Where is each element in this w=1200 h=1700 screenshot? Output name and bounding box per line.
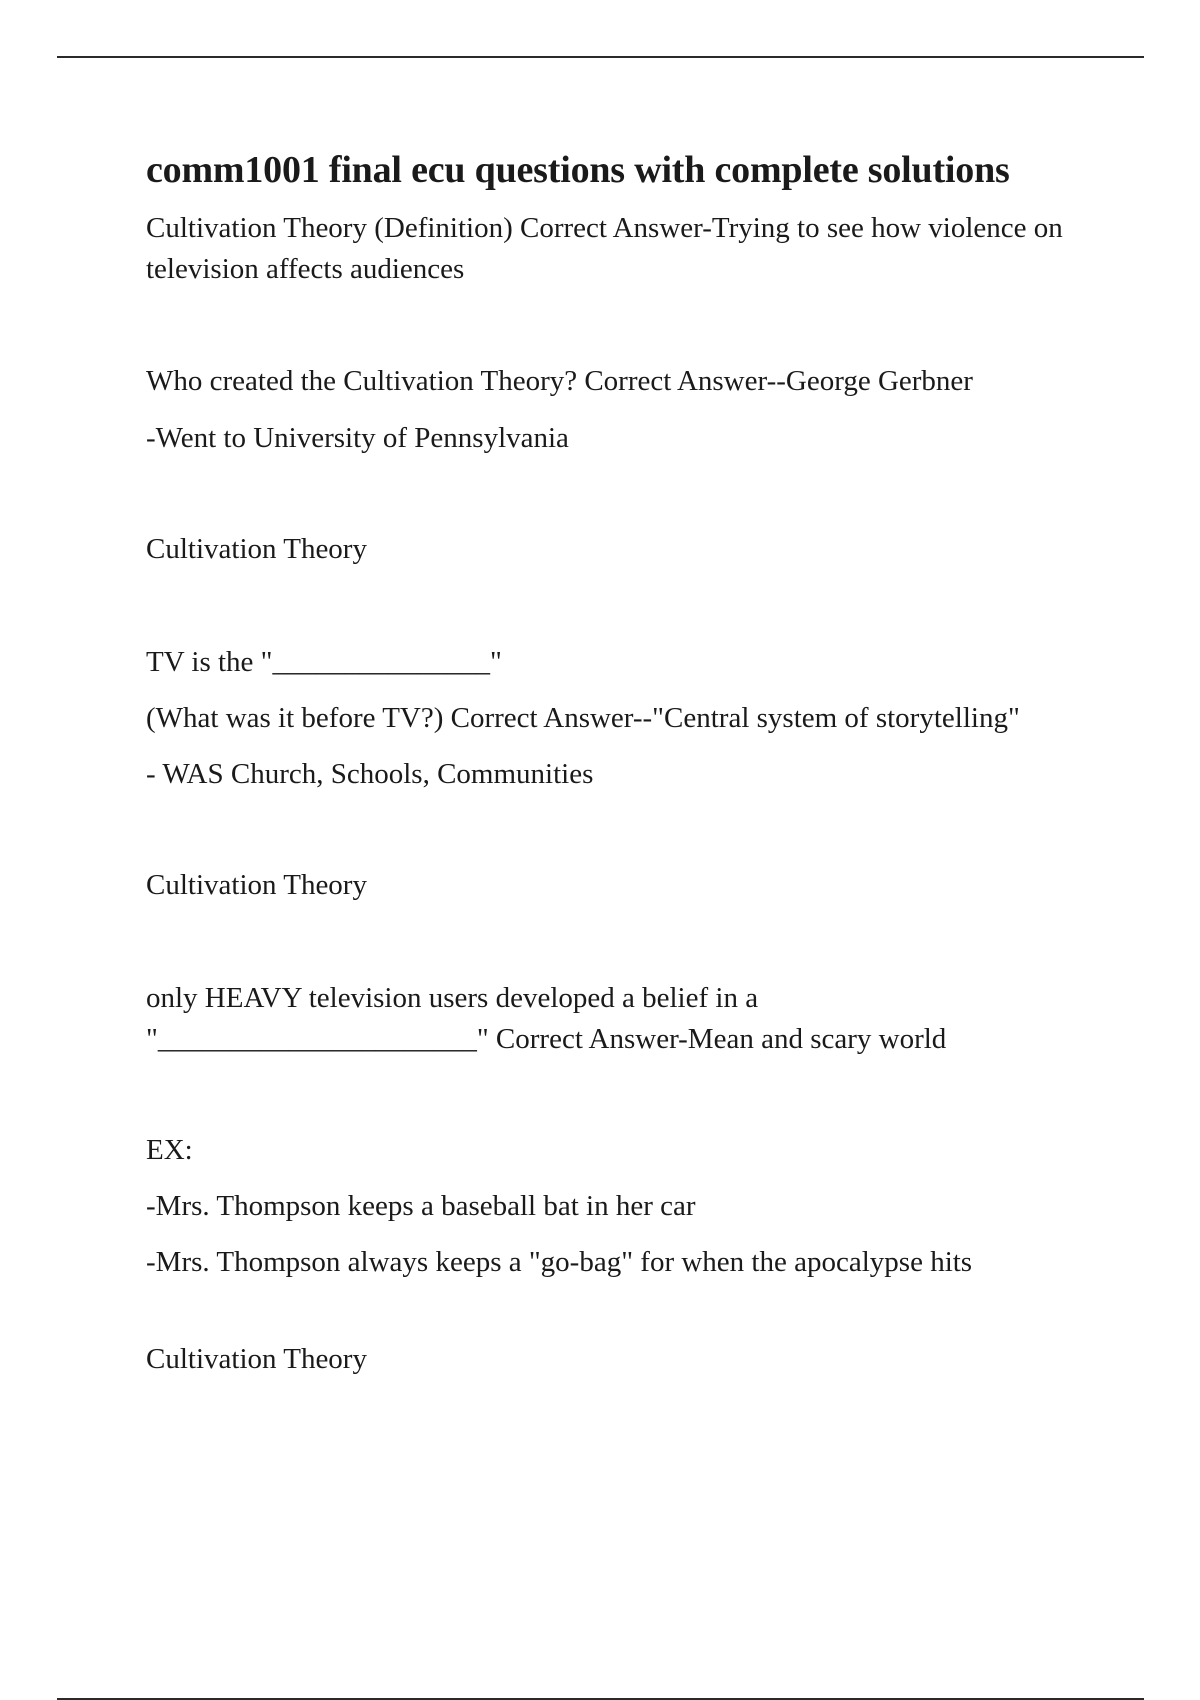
qa-tv-prompt: TV is the "_______________" bbox=[146, 646, 502, 678]
example-label: EX: bbox=[146, 1134, 193, 1166]
qa-definition: Cultivation Theory (Definition) Correct Answer-Trying to see how violence on television affects audiences bbox=[146, 212, 1063, 285]
example-item: -Mrs. Thompson keeps a baseball bat in her car bbox=[146, 1190, 696, 1222]
example-item: -Mrs. Thompson always keeps a "go-bag" for when the apocalypse hits bbox=[146, 1246, 973, 1278]
qa-tv-answer: (What was it before TV?) Correct Answer--"Central system of storytelling" bbox=[146, 702, 1020, 734]
section-label: Cultivation Theory bbox=[146, 1343, 367, 1375]
qa-tv-detail: - WAS Church, Schools, Communities bbox=[146, 758, 594, 790]
qa-creator: Who created the Cultivation Theory? Correct Answer--George Gerbner bbox=[146, 365, 973, 397]
document-title: comm1001 final ecu questions with complete solutions bbox=[146, 149, 1010, 191]
section-label: Cultivation Theory bbox=[146, 533, 367, 565]
document-body bbox=[146, 140, 1106, 1380]
section-label: Cultivation Theory bbox=[146, 869, 367, 901]
qa-creator-detail: -Went to University of Pennsylvania bbox=[146, 422, 569, 454]
top-rule bbox=[57, 56, 1144, 58]
qa-heavy-users: only HEAVY television users developed a belief in a "______________________" Correct Answer-Mean and scary world bbox=[146, 982, 947, 1055]
